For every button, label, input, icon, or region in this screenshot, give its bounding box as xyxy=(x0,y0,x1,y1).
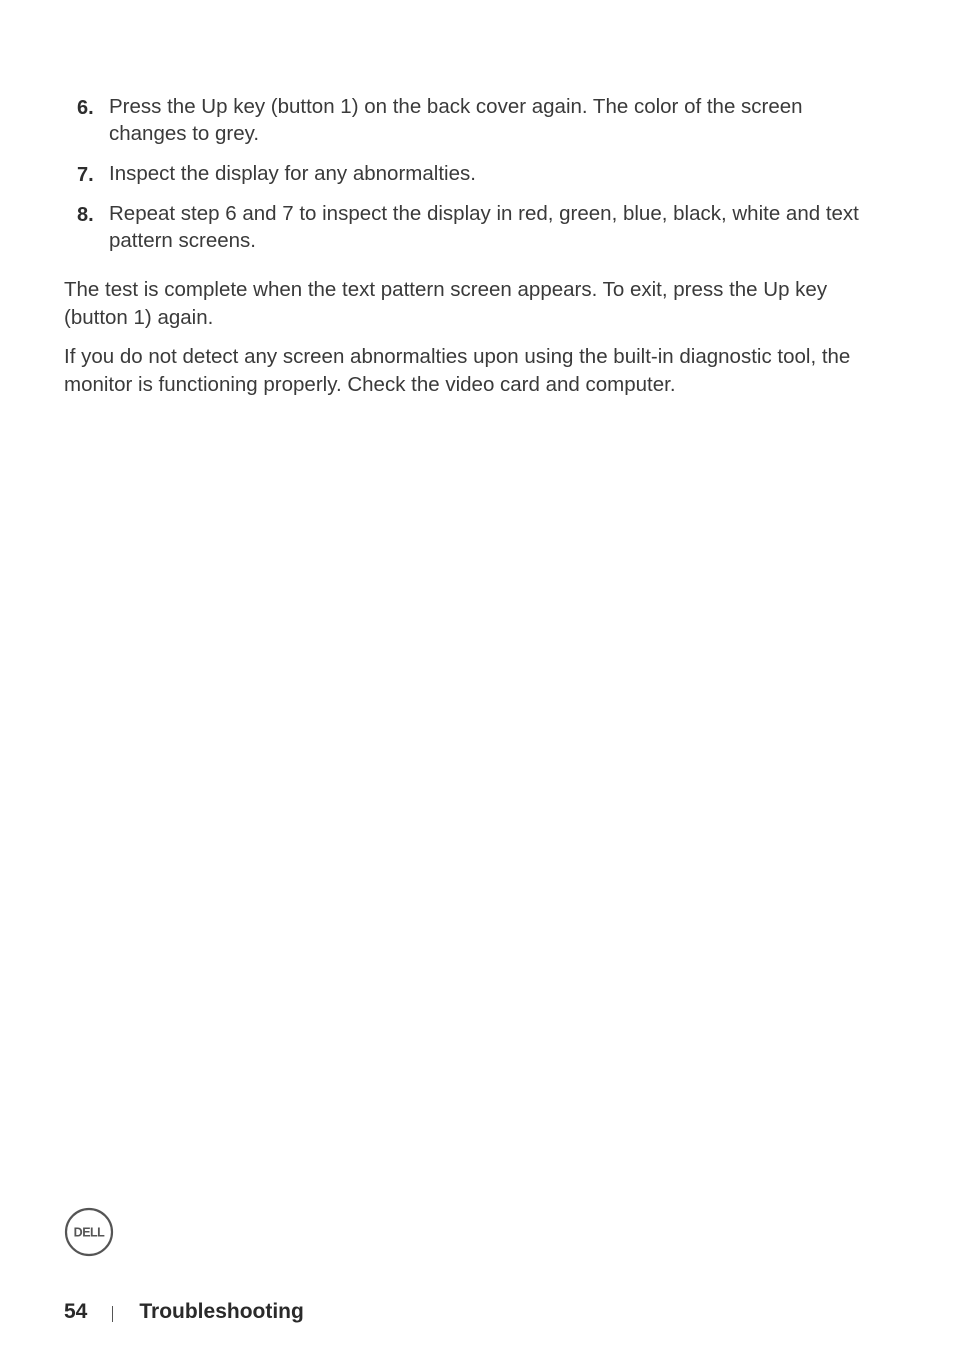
step-item xyxy=(64,93,864,147)
paragraph-test-complete: The test is complete when the text pattern screen appears. To exit, press the Up key (button 1) again. xyxy=(64,278,828,329)
dell-logo-icon xyxy=(64,1207,114,1257)
step-list xyxy=(64,93,864,267)
step-text: Inspect the display for any abnormalties. xyxy=(109,162,476,185)
step-number: 6. xyxy=(77,97,94,119)
page-footer xyxy=(64,1297,304,1327)
page-number: 54 xyxy=(64,1300,88,1323)
step-number: 8. xyxy=(77,204,94,226)
dell-logo-text: DELL xyxy=(73,1225,105,1240)
step-item xyxy=(64,160,864,187)
step-text: Repeat step 6 and 7 to inspect the display in red, green, blue, black, white and text pattern screens. xyxy=(109,202,859,252)
section-name: Troubleshooting xyxy=(139,1300,304,1323)
step-item xyxy=(64,200,864,254)
footer-separator xyxy=(112,1306,113,1322)
step-number: 7. xyxy=(77,164,94,186)
paragraph-no-abnormalities: If you do not detect any screen abnormalties upon using the built-in diagnostic tool, the monitor is functioning properly. Check the video card and computer. xyxy=(64,345,851,396)
step-text: Press the Up key (button 1) on the back cover again. The color of the screen changes to grey. xyxy=(109,95,803,145)
